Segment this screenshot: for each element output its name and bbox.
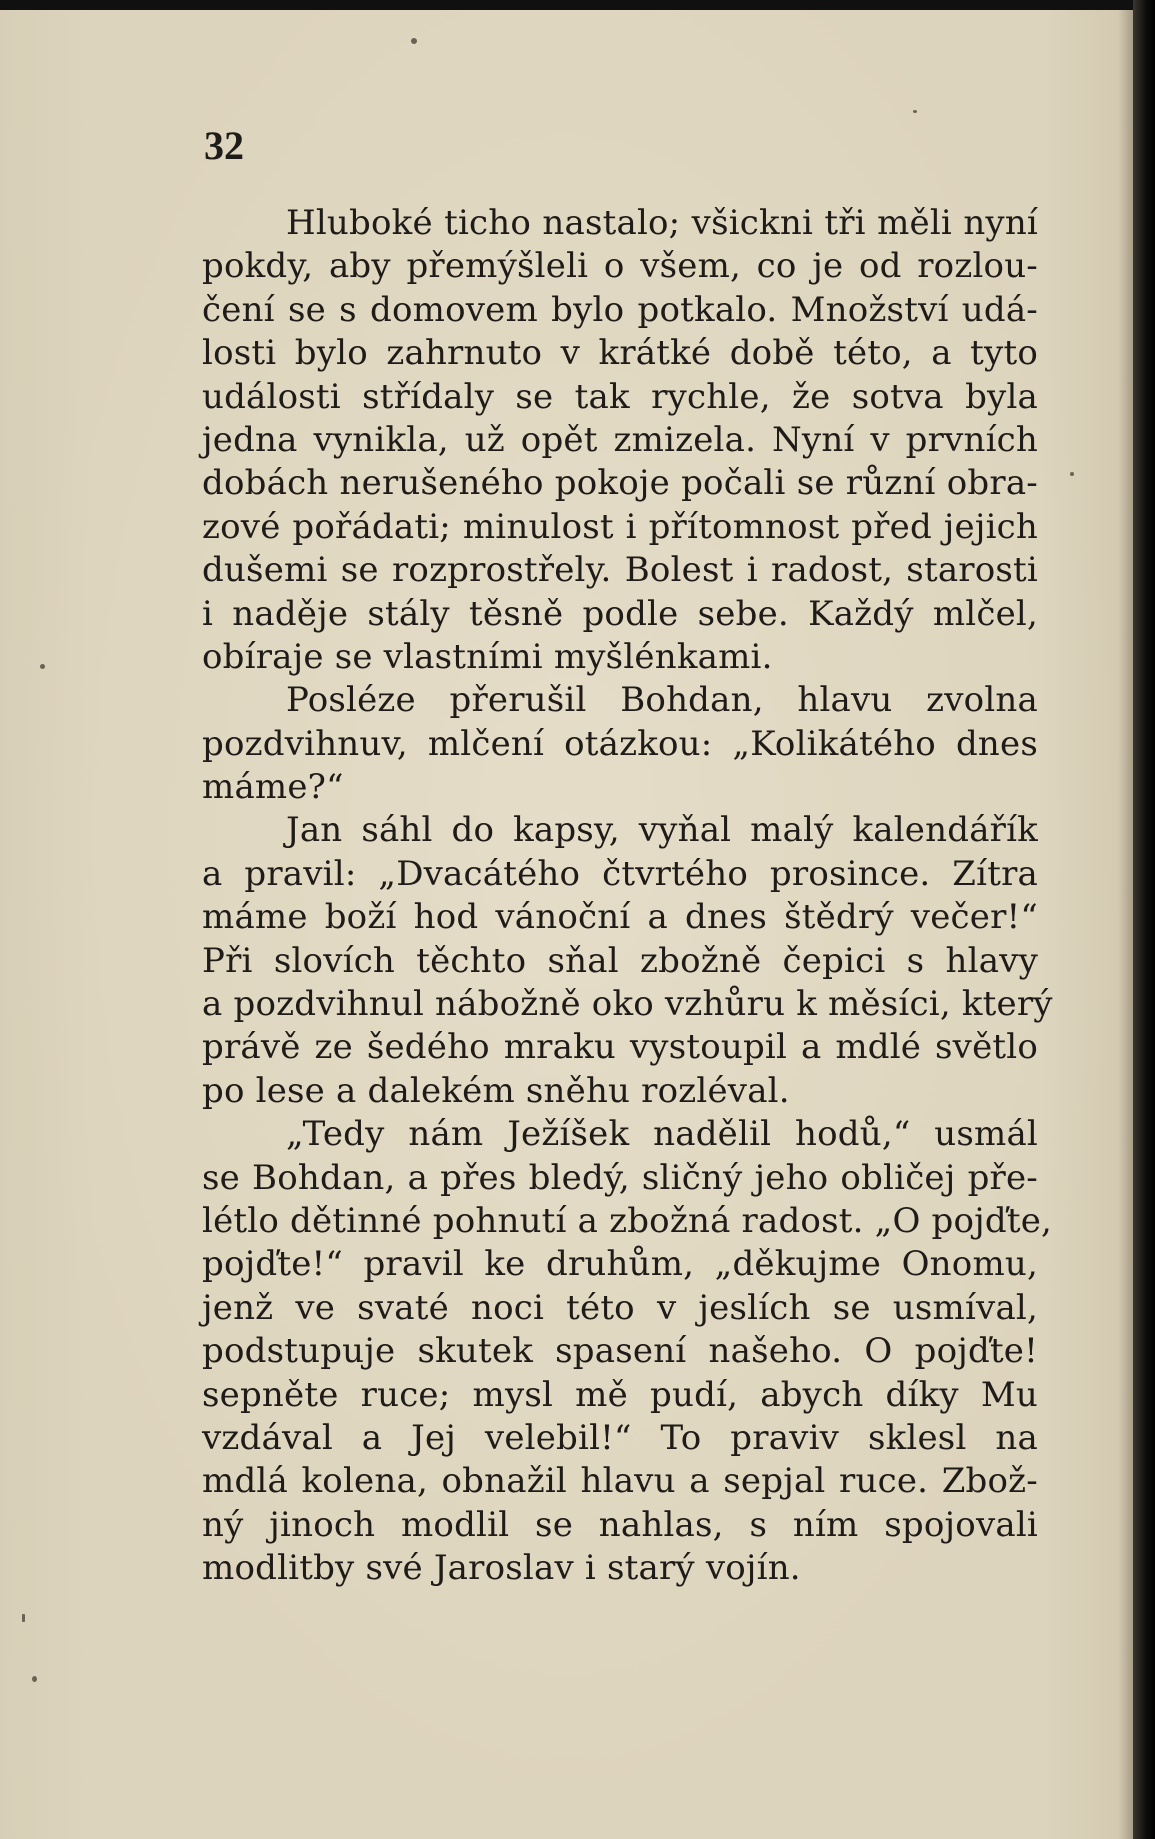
text-line: pojďte!“ pravil ke druhům, „děkujme Onomu, <box>202 1244 1038 1285</box>
paper-speck <box>22 1614 25 1622</box>
text-line: Posléze přerušil Bohdan, hlavu zvolna <box>286 680 1038 721</box>
text-line: obíraje se vlastními myšlénkami. <box>202 636 773 677</box>
paragraph <box>202 679 1038 809</box>
text-line: Hluboké ticho nastalo; všickni tři měli nyní <box>286 203 1038 243</box>
paper-speck <box>32 1676 37 1682</box>
text-line: zové pořádati; minulost i přítomnost před jejich <box>202 506 1038 547</box>
text-line: pozdvihnuv, mlčení otázkou: „Kolikátého dnes <box>202 723 1038 764</box>
text-line: losti bylo zahrnuto v krátké době této, a tyto <box>202 333 1038 374</box>
text-line: ný jinoch modlil se nahlas, s ním spojovali <box>202 1504 1038 1545</box>
text-line: i naděje stály těsně podle sebe. Každý mlčel, <box>202 593 1038 634</box>
text-line: čení se s domovem bylo potkalo. Množství udá- <box>202 289 1038 330</box>
paper-speck <box>40 664 45 669</box>
text-line: máme?“ <box>202 767 344 808</box>
text-line: modlitby své Jaroslav i starý vojín. <box>202 1548 801 1589</box>
text-line: a pozdvihnul nábožně oko vzhůru k měsíci, který <box>202 984 1053 1025</box>
text-line: vzdával a Jej velebil!“ To praviv sklesl na <box>202 1417 1038 1458</box>
text-line: podstupuje skutek spasení našeho. O pojďte! <box>202 1331 1038 1372</box>
text-line: jedna vynikla, už opět zmizela. Nyní v prvních <box>202 419 1038 460</box>
text-line: létlo dětinné pohnutí a zbožná radost. „O pojďte, <box>202 1200 1053 1241</box>
text-line: události střídaly se tak rychle, že sotva byla <box>202 376 1038 417</box>
text-line: jenž ve svaté noci této v jeslích se usmíval, <box>202 1287 1038 1328</box>
text-line: sepněte ruce; mysl mě pudí, abych díky Mu <box>202 1374 1038 1415</box>
paper-speck <box>1070 472 1074 476</box>
text-line: pokdy, aby přemýšleli o všem, co je od rozlou- <box>202 246 1038 287</box>
text-line: dobách nerušeného pokoje počali se různí obra- <box>202 463 1038 504</box>
paragraph <box>202 1113 1053 1590</box>
page-number: 32 <box>204 123 244 168</box>
book-spine <box>1133 0 1155 1839</box>
text-line: dušemi se rozprostřely. Bolest i radost, starosti <box>202 550 1038 591</box>
paper-speck <box>913 110 917 113</box>
paper-speck <box>411 38 417 44</box>
text-line: Při slovích těchto sňal zbožně čepici s hlavy <box>202 940 1038 981</box>
text-line: a pravil: „Dvacátého čtvrtého prosince. Zítra <box>202 853 1038 894</box>
text-line: Jan sáhl do kapsy, vyňal malý kalendářík <box>286 810 1038 851</box>
text-line: po lese a dalekém sněhu rozléval. <box>202 1070 790 1111</box>
paragraph <box>202 809 1053 1113</box>
gutter-shadow <box>1118 10 1133 1839</box>
text-line: se Bohdan, a přes bledý, sličný jeho obličej pře- <box>202 1157 1038 1198</box>
text-line: mdlá kolena, obnažil hlavu a sepjal ruce. Zbož- <box>202 1461 1038 1502</box>
text-line: „Tedy nám Ježíšek nadělil hodů,“ usmál <box>286 1114 1038 1155</box>
text-line: právě ze šedého mraku vystoupil a mdlé světlo <box>202 1027 1038 1068</box>
paragraph <box>202 202 1038 679</box>
body-text <box>202 202 1053 1591</box>
text-line: máme boží hod vánoční a dnes štědrý večer!“ <box>202 897 1038 938</box>
